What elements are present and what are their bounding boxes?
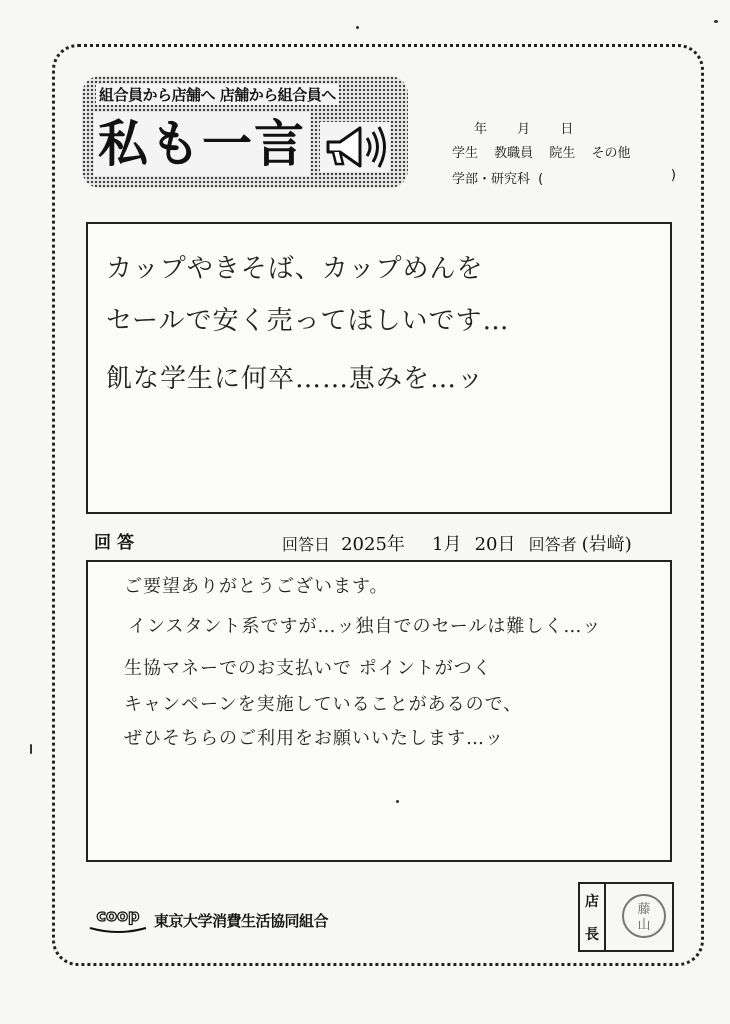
manager-stamp-box	[578, 882, 674, 952]
department-label: 学部・研究科	[452, 172, 531, 187]
form-title: 私も一言	[94, 112, 310, 176]
coop-logo-text: coop	[96, 906, 140, 925]
department-paren-open: (	[538, 172, 544, 187]
answer-label: 回答	[94, 533, 140, 553]
answer-day: 20日	[474, 534, 516, 555]
seal-char-2: 山	[637, 918, 651, 933]
responder-name: (岩﨑)	[581, 534, 632, 555]
category-staff: 教職員	[494, 146, 534, 161]
stamp-label-top: 店	[585, 893, 599, 910]
organization-name: 東京大学消費生活協同組合	[154, 912, 329, 930]
category-student: 学生	[452, 146, 479, 161]
answer-line: インスタント系ですが…ッ独自でのセールは難しく…ッ	[128, 616, 602, 637]
stamp-label-bottom: 長	[585, 926, 599, 943]
question-line: セールで安く売ってほしいです…	[106, 306, 510, 336]
responder-label: 回答者	[528, 535, 577, 554]
date-fields	[452, 118, 612, 137]
category-graduate: 院生	[549, 146, 576, 161]
coop-logo	[86, 904, 150, 936]
answer-line: ご要望ありがとうございます。	[124, 576, 389, 597]
scan-speck	[30, 744, 32, 754]
category-other: その他	[591, 146, 631, 161]
answer-line: キャンペーンを実施していることがあるので、	[124, 694, 523, 715]
stamp-label	[580, 884, 606, 950]
header-banner	[82, 76, 408, 188]
question-line: カップやきそば、カップめんを	[106, 254, 484, 284]
manager-seal	[620, 892, 668, 940]
department-field	[452, 168, 676, 187]
answer-year: 2025年	[341, 534, 405, 555]
department-paren-close: )	[670, 168, 676, 183]
scan-speck	[396, 800, 399, 803]
scan-speck	[714, 20, 718, 23]
question-box	[86, 222, 672, 514]
day-label: 日	[560, 122, 574, 137]
question-line: 飢な学生に何卒……恵みを…ッ	[106, 364, 485, 394]
month-label: 月	[517, 122, 531, 137]
scan-speck	[356, 26, 359, 29]
category-fields	[452, 142, 642, 161]
seal-char-1: 藤	[637, 902, 651, 917]
year-label: 年	[474, 122, 488, 137]
answer-line: ぜひそちらのご利用をお願いいたします…ッ	[124, 728, 504, 749]
answer-line: 生協マネーでのお支払いで ポイントがつく	[124, 658, 492, 679]
megaphone-icon	[320, 120, 390, 174]
answer-month: 1月	[432, 534, 462, 555]
answer-meta	[282, 530, 632, 556]
answer-box	[86, 560, 672, 862]
answer-date-label: 回答日	[282, 535, 331, 554]
header-tagline: 組合員から店舗へ 店舗から組合員へ	[96, 84, 339, 105]
